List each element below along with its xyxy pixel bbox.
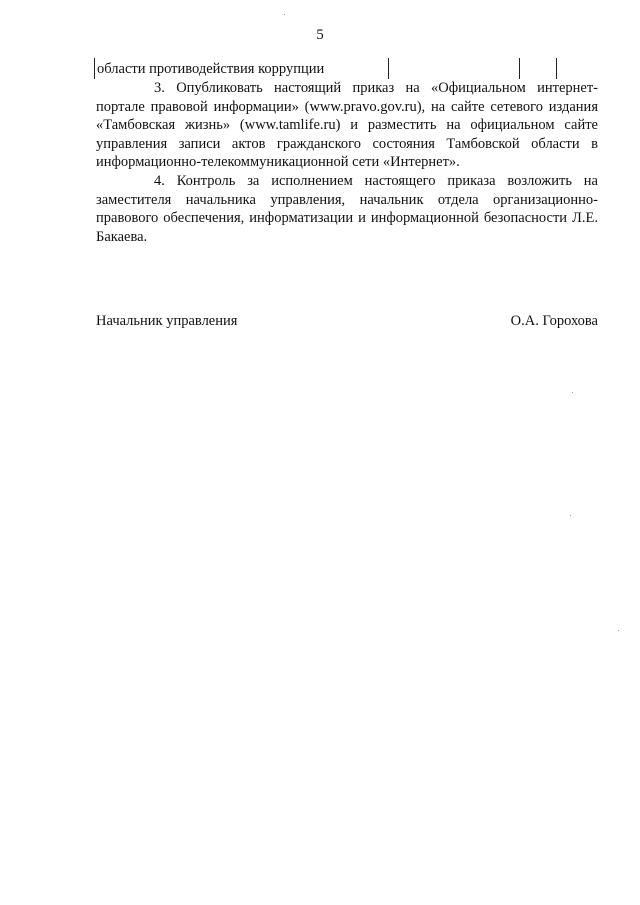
table-cell-text: области противодействия коррупции xyxy=(97,61,325,77)
table-cell-empty xyxy=(519,58,557,79)
paragraph-item-3: 3. Опубликовать настоящий приказ на «Официальном интернет-портале правовой информации» (www.pravo.gov.ru), на сайте сетевого издания «Тамбовская жизнь» (www.tamlife.ru) и разместить на официальном сайте управления записи актов гражданского состояния Тамбовской области в информационно-телекоммуникационной сети «Интернет». xyxy=(96,80,598,171)
scan-speck xyxy=(570,515,571,516)
scan-speck xyxy=(618,630,619,631)
signatory-position: Начальник управления xyxy=(96,313,238,329)
scan-speck xyxy=(284,14,285,15)
table-cell xyxy=(94,58,389,79)
signature-block xyxy=(96,312,598,332)
scan-speck xyxy=(572,392,573,393)
table-cell-empty xyxy=(388,58,520,79)
page-number: 5 xyxy=(316,27,324,43)
signatory-name: О.А. Горохова xyxy=(510,313,598,329)
table-fragment xyxy=(94,58,556,79)
paragraph-item-4: 4. Контроль за исполнением настоящего приказа возложить на заместителя начальника управления, начальник отдела организационно-правового обеспечения, информатизации и информационной безопасности Л.Е. Бакаева. xyxy=(96,173,598,245)
